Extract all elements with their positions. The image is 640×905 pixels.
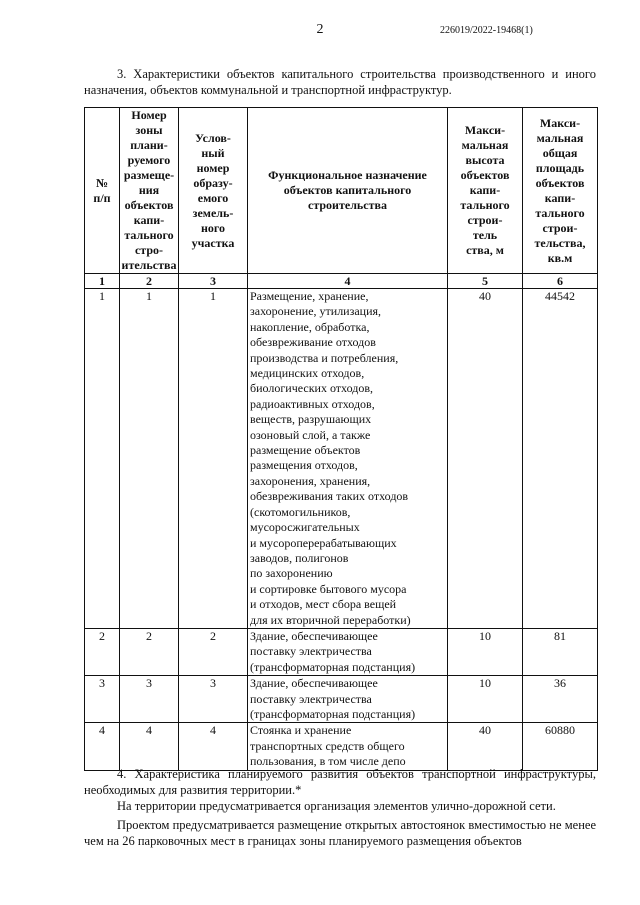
row-number: 1 xyxy=(85,289,120,629)
max-area: 81 xyxy=(523,628,598,675)
column-number: 5 xyxy=(448,274,523,289)
header-function: Функциональное назначение объектов капитального строительства xyxy=(248,108,448,274)
zone-number: 1 xyxy=(120,289,179,629)
section-3-heading: 3. Характеристики объектов капитального строительства производственного и иного назначения, объектов коммунальной и транспортной инфраструктур. xyxy=(84,67,596,97)
max-height: 10 xyxy=(448,676,523,723)
header-number: № п/п xyxy=(85,108,120,274)
zone-number: 4 xyxy=(120,723,179,770)
objects-table xyxy=(84,107,598,771)
max-height: 10 xyxy=(448,628,523,675)
row-number: 3 xyxy=(85,676,120,723)
table-row xyxy=(85,628,598,675)
table-header-row xyxy=(85,108,598,274)
paragraph-parking: Проектом предусматривается размещение открытых автостоянок вместимостью не менее чем на 26 парковочных мест в границах зоны планируемого размещения объектов xyxy=(84,818,596,848)
max-area: 44542 xyxy=(523,289,598,629)
function-description: Здание, обеспечивающее поставку электричества (трансформаторная подстанция) xyxy=(248,628,448,675)
max-area: 60880 xyxy=(523,723,598,770)
column-number: 3 xyxy=(179,274,248,289)
plot-number: 3 xyxy=(179,676,248,723)
table-row xyxy=(85,676,598,723)
max-height: 40 xyxy=(448,723,523,770)
document-id: 226019/2022-19468(1) xyxy=(440,25,533,36)
table-row xyxy=(85,723,598,770)
column-number: 6 xyxy=(523,274,598,289)
column-number: 4 xyxy=(248,274,448,289)
function-description: Здание, обеспечивающее поставку электричества (трансформаторная подстанция) xyxy=(248,676,448,723)
paragraph-road-network: На территории предусматривается организация элементов улично-дорожной сети. xyxy=(117,799,556,813)
section-4-heading: 4. Характеристика планируемого развития объектов транспортной инфраструктуры, необходимых для развития территории.* xyxy=(84,767,596,797)
row-number: 2 xyxy=(85,628,120,675)
row-number: 4 xyxy=(85,723,120,770)
header-plot-number: Услов- ный номер образу- емого земель- ного участка xyxy=(179,108,248,274)
plot-number: 2 xyxy=(179,628,248,675)
header-zone-number: Номер зоны плани- руемого размеще- ния объектов капи- тального стро- ительства xyxy=(120,108,179,274)
function-description: Стоянка и хранение транспортных средств общего пользования, в том числе депо xyxy=(248,723,448,770)
header-max-height: Макси- мальная высота объектов капи- тального строи- тель ства, м xyxy=(448,108,523,274)
column-number: 2 xyxy=(120,274,179,289)
max-height: 40 xyxy=(448,289,523,629)
header-max-area: Макси- мальная общая площадь объектов капи- тального строи- тельства, кв.м xyxy=(523,108,598,274)
column-numbers-row xyxy=(85,274,598,289)
table-row xyxy=(85,289,598,629)
function-description: Размещение, хранение, захоронение, утилизация, накопление, обработка, обезвреживание отходов производства и потребления, медицинских отходов, биологических отходов, радиоактивных отходов, веществ, разрушающих озоновый слой, а также размещение объектов размещения отходов, захоронения, хранения, обезвреживания таких отходов (скотомогильников, мусоросжигательных и мусороперерабатывающих заводов, полигонов по захоронению и сортировке бытового мусора и отходов, мест сбора вещей для их вторичной переработки) xyxy=(248,289,448,629)
max-area: 36 xyxy=(523,676,598,723)
plot-number: 4 xyxy=(179,723,248,770)
page-number: 2 xyxy=(316,22,324,37)
zone-number: 3 xyxy=(120,676,179,723)
plot-number: 1 xyxy=(179,289,248,629)
zone-number: 2 xyxy=(120,628,179,675)
column-number: 1 xyxy=(85,274,120,289)
